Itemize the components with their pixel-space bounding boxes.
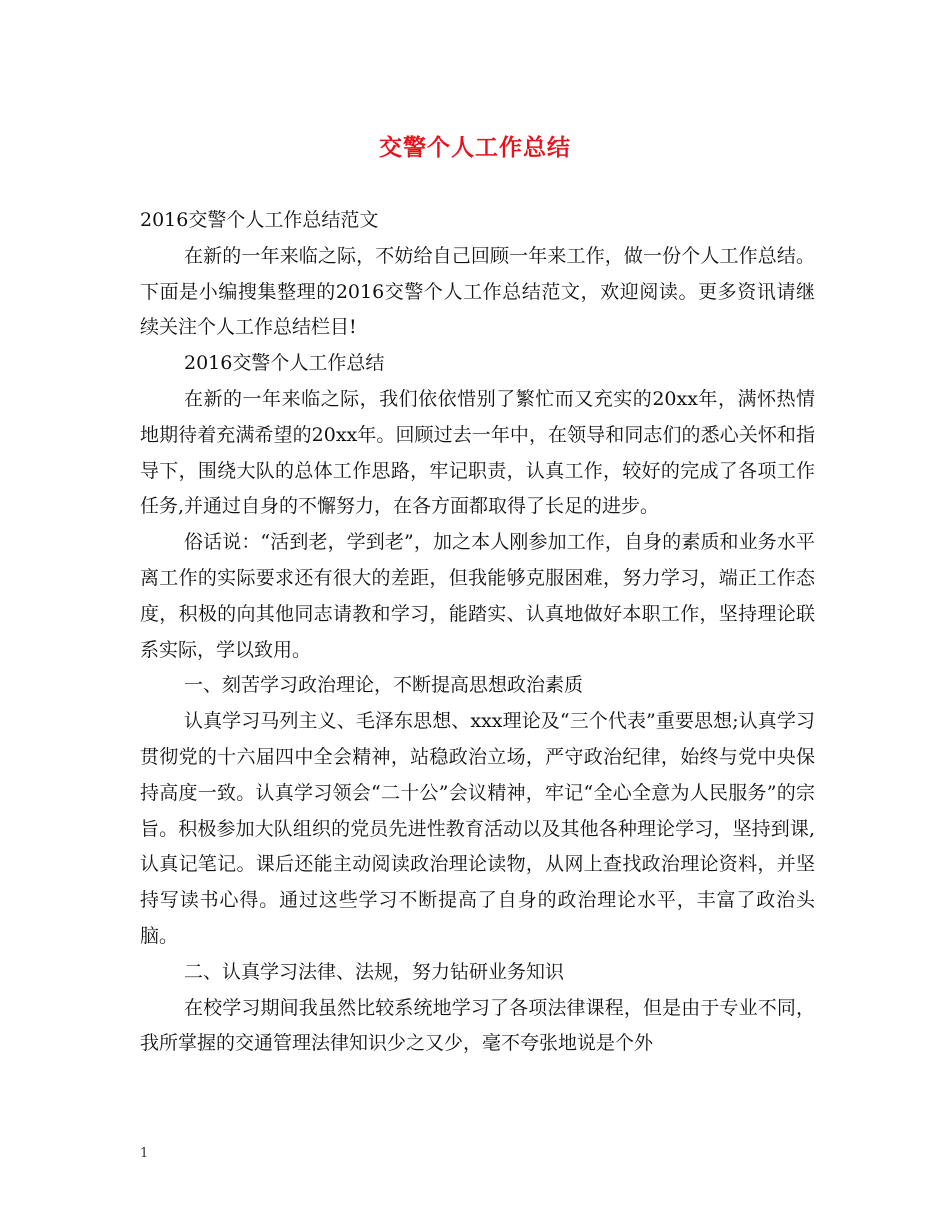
section-heading: 2016交警个人工作总结 [184,352,385,375]
section-heading: 一、刻苦学习政治理论，不断提高思想政治素质 [184,674,584,697]
subtitle-paragraph: 2016交警个人工作总结范文 [140,209,379,231]
body-paragraph: 俗话说：“活到老，学到老”，加之本人刚参加工作，自身的素质和业务水平离工作的实际要求还有很大的差距，但我能够克服困难，努力学习，端正工作态度，积极的向其他同志请教和学习，能踏实、认真地做好本职工作，坚持理论联系实际，学以致用。 [140,531,815,661]
body-paragraph: 在校学习期间我虽然比较系统地学习了各项法律课程，但是由于专业不同，我所掌握的交通管理法律知识少之又少，毫不夸张地说是个外 [140,996,815,1055]
body-paragraph: 在新的一年来临之际，我们依依惜别了繁忙而又充实的20xx年，满怀热情地期待着充满希望的20xx年。回顾过去一年中，在领导和同志们的悉心关怀和指导下，围绕大队的总体工作思路，牢记职责，认真工作，较好的完成了各项工作任务,并通过自身的不懈努力，在各方面都取得了长足的进步。 [140,387,815,518]
intro-paragraph: 在新的一年来临之际，不妨给自己回顾一年来工作，做一份个人工作总结。下面是小编搜集整理的2016交警个人工作总结范文，欢迎阅读。更多资讯请继续关注个人工作总结栏目! [140,244,815,339]
page-number: 1 [140,1146,149,1161]
document-body [140,203,815,1062]
section-heading: 二、认真学习法律、法规，努力钻研业务知识 [184,960,565,983]
document-title: 交警个人工作总结 [379,134,571,161]
body-paragraph: 认真学习马列主义、毛泽东思想、xxx理论及“三个代表”重要思想;认真学习贯彻党的十六届四中全会精神，站稳政治立场，严守政治纪律，始终与党中央保持高度一致。认真学习领会“二十公”会议精神，牢记“全心全意为人民服务”的宗旨。积极参加大队组织的党员先进性教育活动以及其他各种理论学习，坚持到课,认真记笔记。课后还能主动阅读政治理论读物，从网上查找政治理论资料，并坚持写读书心得。通过这些学习不断提高了自身的政治理论水平，丰富了政治头脑。 [140,710,815,947]
